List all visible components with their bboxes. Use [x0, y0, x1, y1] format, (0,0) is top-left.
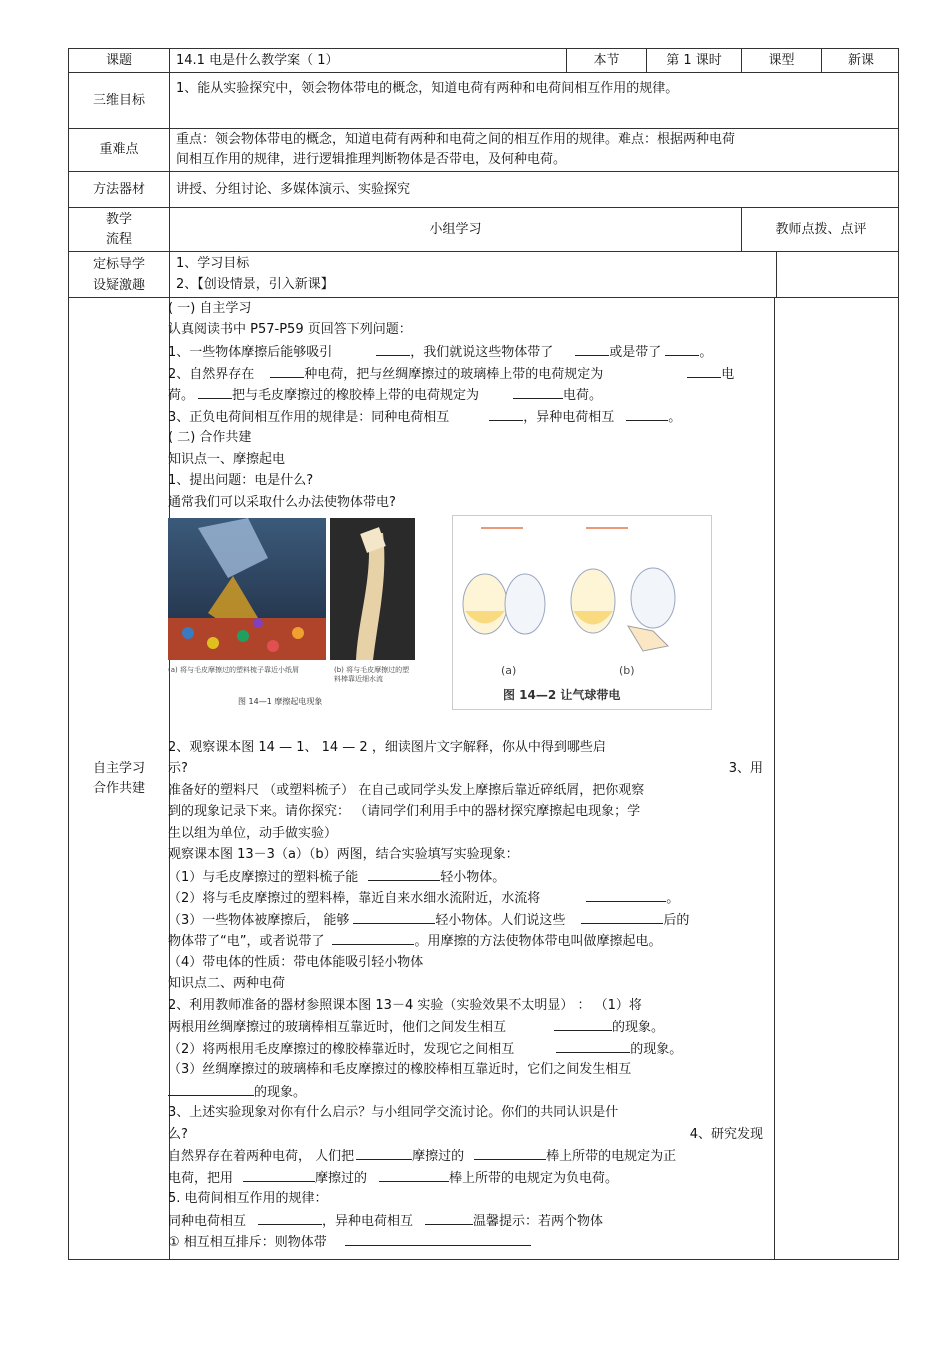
blank[interactable] [425, 1210, 473, 1225]
phenomenon-2: （2）将与毛皮摩擦过的塑料棒，靠近自来水细水流附近，水流将 。 [168, 887, 679, 909]
blank[interactable] [356, 1145, 412, 1160]
observe-13-3: 观察课本图 13－3（a）（b）两图，结合实验填写实验现象： [168, 847, 519, 862]
keypoints-line-2: 间相互作用的规律，进行逻辑推理判断物体是否带电，及何种电荷。 [176, 152, 567, 167]
goal-label-1: 定标导学 [92, 256, 145, 272]
rubber-rods: （2）将两根用毛皮摩擦过的橡胶棒靠近时，发现它之间相互 的现象。 [168, 1038, 682, 1060]
discussion-cont: 么? 4、研究发现 [168, 1127, 763, 1142]
blank[interactable] [489, 406, 523, 421]
keypoints-row [68, 129, 899, 172]
glass-rods: 两根用丝绸摩擦过的玻璃棒相互靠近时，他们之间发生相互 的现象。 [168, 1016, 664, 1038]
fig1-caption-a: (a) 将与毛皮摩擦过的塑料梳子靠近小纸屑 [168, 666, 299, 674]
tip-repel: ① 相互相互排斥：则物体带 [168, 1231, 531, 1253]
blank[interactable] [665, 341, 699, 356]
goal-teacher-cell [776, 252, 900, 297]
blank[interactable] [345, 1231, 531, 1246]
fig1-caption-b: (b) 将与毛皮摩擦过的塑料棒靠近细水流 [334, 666, 410, 683]
question-2-cont: 荷。 把与毛皮摩擦过的橡胶棒上带的电荷规定为 电荷。 [168, 384, 602, 406]
interaction-law-title: 5. 电荷间相互作用的规律： [168, 1191, 328, 1206]
header-row [68, 48, 899, 73]
fig1-title: 图 14—1 摩擦起电现象 [238, 697, 323, 706]
discussion: 3、上述实验现象对你有什么启示？与小组同学交流讨论。你们的共同认识是什 [168, 1105, 619, 1120]
method-label: 方法器材 [92, 181, 145, 197]
goal-line-2: 2、【创设情景，引入新课】 [176, 277, 334, 292]
kexing-value: 新课 [821, 49, 900, 72]
blank[interactable] [554, 1016, 612, 1031]
question-1: 1、一些物体摩擦后能够吸引 ，我们就说这些物体带了 或是带了 。 [168, 341, 712, 363]
objectives-text: 1、能从实验探究中，领会物体带电的概念，知道电荷有两种和电荷间相互作用的规律。 [169, 73, 900, 128]
question-2: 2、自然界存在 种电荷，把与丝绸摩擦过的玻璃棒上带的电荷规定为 电 [168, 363, 734, 385]
main-label-2: 合作共建 [92, 780, 145, 796]
method-row [68, 172, 899, 208]
blank[interactable] [353, 909, 435, 924]
fig2-title: 图 14—2 让气球带电 [503, 688, 621, 702]
interaction-law: 同种电荷相互 ，异种电荷相互 温馨提示：若两个物体 [168, 1210, 603, 1232]
keypoints-label: 重难点 [99, 142, 139, 157]
blank[interactable] [198, 384, 232, 399]
blank[interactable] [332, 930, 414, 945]
kexing-label: 课型 [741, 49, 821, 72]
section-cooperation: ( 二) 合作共建 [168, 430, 252, 445]
glass-and-rubber: （3）丝绸摩擦过的玻璃棒和毛皮摩擦过的橡胶棒相互靠近时，它们之间发生相互 [168, 1062, 632, 1077]
goal-row [68, 252, 899, 298]
section-self-study: ( 一) 自主学习 [168, 301, 252, 316]
balloon-figure [453, 516, 711, 676]
teacher-comment-header: 教师点拨、点评 [741, 208, 900, 251]
blank[interactable] [556, 1038, 630, 1053]
blank[interactable] [376, 341, 410, 356]
experiment-line-2: 到的现象记录下来。请你探究： （请同学们利用手中的器材探究摩擦起电现象；学 [168, 804, 641, 819]
goal-label-2: 设疑激趣 [92, 277, 145, 293]
objectives-label: 三维目标 [92, 92, 145, 108]
blank[interactable] [575, 341, 609, 356]
experiment-line-3: 生以组为单位，动手做实验） [168, 826, 338, 841]
process-row [68, 208, 899, 252]
blank[interactable] [513, 384, 563, 399]
research-finding-1: 自然界存在着两种电荷， 人们把 摩擦过的 棒上所带的电规定为正 [168, 1145, 676, 1167]
reading-instruction: 认真阅读书中 P57-P59 页回答下列问题： [168, 322, 412, 337]
main-label-1: 自主学习 [92, 760, 145, 776]
blank[interactable] [379, 1167, 449, 1182]
keti-value: 14.1 电是什么教学案（ 1） [169, 49, 566, 72]
objectives-row [68, 73, 899, 129]
blank[interactable] [270, 363, 304, 378]
goal-label [69, 252, 169, 297]
blank[interactable] [243, 1167, 315, 1182]
charged-property: （4）带电体的性质：带电体能吸引轻小物体 [168, 955, 424, 970]
goal-content [169, 252, 776, 297]
process-label-1: 教学 [105, 211, 132, 227]
phenomenon-3-cont: 物体带了“电”，或者说带了 。用摩擦的方法使物体带电叫做摩擦起电。 [168, 930, 662, 952]
research-finding-2: 电荷，把用 摩擦过的 棒上所带的电规定为负电荷。 [168, 1167, 618, 1189]
blank[interactable] [626, 406, 668, 421]
benjie-value: 第 1 课时 [646, 49, 741, 72]
main-label [69, 298, 169, 1259]
benjie-label: 本节 [566, 49, 646, 72]
observe-figures-cont: 示? 3、用 [168, 761, 763, 776]
glass-and-rubber-cont: 的现象。 [168, 1081, 306, 1103]
blank[interactable] [168, 1081, 254, 1096]
question-3: 3、正负电荷间相互作用的规律是：同种电荷相互 ，异种电荷相互 。 [168, 406, 681, 428]
keti-label: 课题 [105, 52, 132, 68]
knowledge-point-1: 知识点一、摩擦起电 [168, 452, 286, 467]
phenomenon-3: （3）一些物体被摩擦后， 能够 轻小物体。人们说这些 后的 [168, 909, 763, 931]
blank[interactable] [581, 909, 663, 924]
figure-14-1 [168, 518, 415, 710]
blank[interactable] [586, 887, 666, 902]
process-label [69, 208, 169, 251]
keypoints-line-1: 重点：领会物体带电的概念，知道电荷有两种和电荷之间的相互作用的规律。难点：根据两种电荷 [176, 132, 736, 147]
observe-figures: 2、观察课本图 14 — 1、 14 — 2 ，细读图片文字解释，你从中得到哪些启 [168, 740, 606, 755]
blank[interactable] [258, 1210, 322, 1225]
fig2-label-b: (b) [619, 664, 635, 677]
blank[interactable] [368, 866, 440, 881]
question-electricity: 1、提出问题：电是什么? [168, 473, 314, 488]
group-study-header: 小组学习 [169, 208, 741, 251]
blank[interactable] [687, 363, 721, 378]
phenomenon-1: （1）与毛皮摩擦过的塑料梳子能 轻小物体。 [168, 866, 505, 888]
question-method: 通常我们可以采取什么办法使物体带电? [168, 495, 396, 510]
blank[interactable] [474, 1145, 546, 1160]
process-label-2: 流程 [105, 231, 132, 247]
experiment-line-1: 准备好的塑料尺 （或塑料梳子） 在自己或同学头发上摩擦后靠近碎纸屑，把你观察 [168, 783, 645, 798]
goal-line-1: 1、学习目标 [176, 256, 250, 271]
figure-14-2 [452, 515, 712, 710]
knowledge-point-2: 知识点二、两种电荷 [168, 976, 286, 991]
main-teacher-cell [774, 298, 900, 1259]
experiment-13-4: 2、利用教师准备的器材参照课本图 13－4 实验（实验效果不太明显） ： （1）将 [168, 998, 642, 1013]
keypoints-text [169, 129, 900, 171]
method-text: 讲授、分组讨论、多媒体演示、实验探究 [169, 172, 900, 207]
fig2-label-a: (a) [501, 664, 517, 677]
